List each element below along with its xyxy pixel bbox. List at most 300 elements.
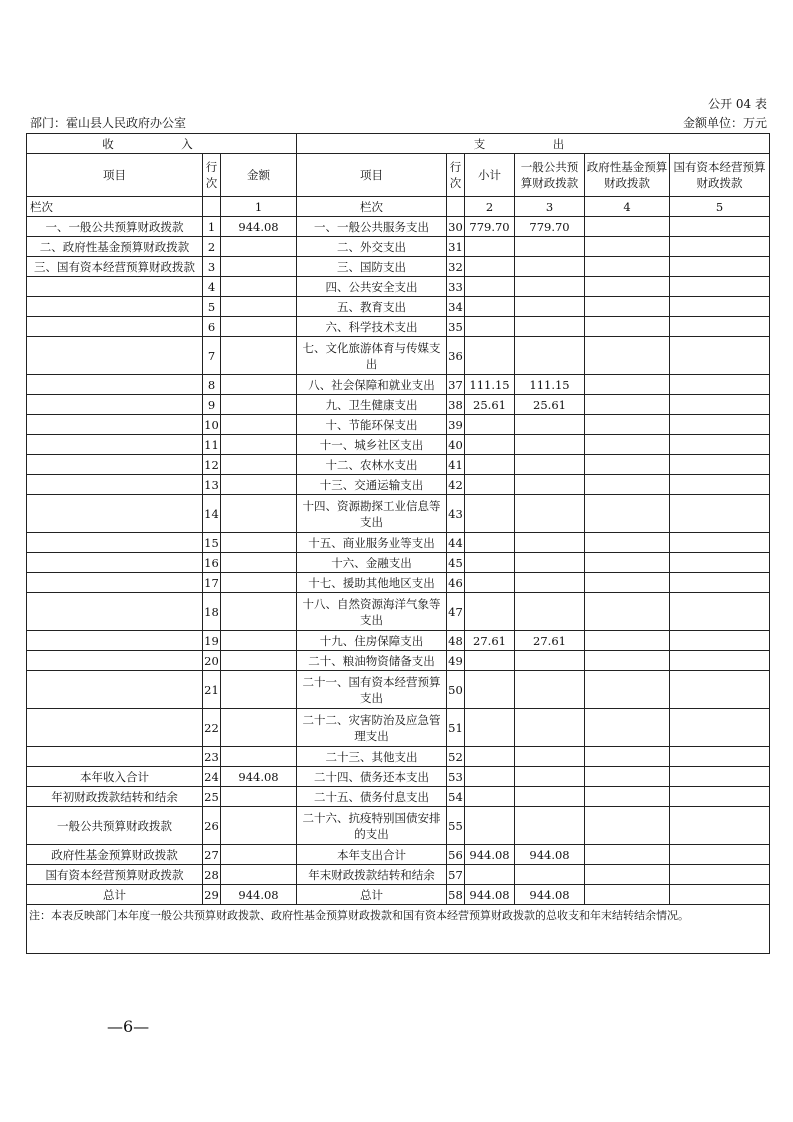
- income-item: 政府性基金预算财政拨款: [27, 845, 203, 865]
- expense-subtotal: [465, 553, 515, 573]
- expense-subtotal: 25.61: [465, 395, 515, 415]
- expense-item: 十六、金融支出: [297, 553, 447, 573]
- col-header-expense-line: 行次: [447, 154, 465, 197]
- expense-line-no: 47: [447, 593, 465, 631]
- expense-gov-fund: [585, 671, 670, 709]
- column-no-label: 栏次: [27, 197, 203, 217]
- income-item: [27, 573, 203, 593]
- expense-gov-fund: [585, 651, 670, 671]
- expense-general-budget: [515, 257, 585, 277]
- expense-line-no: 44: [447, 533, 465, 553]
- expense-state-capital: [670, 217, 770, 237]
- income-line-no: 26: [203, 807, 221, 845]
- expense-line-no: 33: [447, 277, 465, 297]
- income-item: 本年收入合计: [27, 767, 203, 787]
- expense-state-capital: [670, 651, 770, 671]
- col-header-general-budget: 一般公共预算财政拨款: [515, 154, 585, 197]
- income-line-no: 1: [203, 217, 221, 237]
- expense-gov-fund: [585, 395, 670, 415]
- income-amount: [221, 573, 297, 593]
- expense-item: 十七、援助其他地区支出: [297, 573, 447, 593]
- table-row: [27, 395, 770, 415]
- expense-subtotal: [465, 297, 515, 317]
- expense-state-capital: [670, 573, 770, 593]
- income-amount: [221, 709, 297, 747]
- income-line-no: 22: [203, 709, 221, 747]
- income-line-no: 7: [203, 337, 221, 375]
- income-line-no: 27: [203, 845, 221, 865]
- column-no-4: 4: [585, 197, 670, 217]
- income-line-no: 6: [203, 317, 221, 337]
- expense-line-no: 39: [447, 415, 465, 435]
- income-line-no: 14: [203, 495, 221, 533]
- expense-gov-fund: [585, 553, 670, 573]
- expense-subtotal: [465, 767, 515, 787]
- income-line-no: 4: [203, 277, 221, 297]
- expense-general-budget: [515, 435, 585, 455]
- income-amount: [221, 631, 297, 651]
- expense-gov-fund: [585, 375, 670, 395]
- income-item: [27, 553, 203, 573]
- expense-general-budget: [515, 807, 585, 845]
- expense-item: 年末财政拨款结转和结余: [297, 865, 447, 885]
- expense-state-capital: [670, 807, 770, 845]
- expense-state-capital: [670, 865, 770, 885]
- expense-item: 二十一、国有资本经营预算支出: [297, 671, 447, 709]
- expense-state-capital: [670, 495, 770, 533]
- expense-line-no: 52: [447, 747, 465, 767]
- column-no-blank: [203, 197, 221, 217]
- income-item: 三、国有资本经营预算财政拨款: [27, 257, 203, 277]
- income-line-no: 23: [203, 747, 221, 767]
- expense-item: 十一、城乡社区支出: [297, 435, 447, 455]
- income-item: [27, 375, 203, 395]
- expense-general-budget: [515, 317, 585, 337]
- income-amount: [221, 495, 297, 533]
- income-item: 一、一般公共预算财政拨款: [27, 217, 203, 237]
- table-row: [27, 475, 770, 495]
- expense-subtotal: 779.70: [465, 217, 515, 237]
- column-no-5: 5: [670, 197, 770, 217]
- expense-general-budget: 25.61: [515, 395, 585, 415]
- income-line-no: 2: [203, 237, 221, 257]
- income-line-no: 12: [203, 455, 221, 475]
- column-no-1: 1: [221, 197, 297, 217]
- expense-gov-fund: [585, 455, 670, 475]
- income-line-no: 10: [203, 415, 221, 435]
- expense-line-no: 54: [447, 787, 465, 807]
- income-line-no: 24: [203, 767, 221, 787]
- table-row: [27, 277, 770, 297]
- income-amount: [221, 553, 297, 573]
- expense-general-budget: [515, 651, 585, 671]
- table-row: [27, 297, 770, 317]
- expense-item: 一、一般公共服务支出: [297, 217, 447, 237]
- table-row: [27, 455, 770, 475]
- expense-general-budget: 944.08: [515, 845, 585, 865]
- income-line-no: 8: [203, 375, 221, 395]
- income-amount: 944.08: [221, 885, 297, 905]
- expense-general-budget: [515, 671, 585, 709]
- expense-gov-fund: [585, 257, 670, 277]
- expense-subtotal: [465, 807, 515, 845]
- expense-line-no: 37: [447, 375, 465, 395]
- expense-item: 十四、资源勘探工业信息等支出: [297, 495, 447, 533]
- budget-table: [26, 133, 770, 954]
- table-row: [27, 631, 770, 651]
- expense-item: 十八、自然资源海洋气象等支出: [297, 593, 447, 631]
- table-row: [27, 767, 770, 787]
- expense-state-capital: [670, 415, 770, 435]
- expense-item: 十、节能环保支出: [297, 415, 447, 435]
- expense-state-capital: [670, 455, 770, 475]
- expense-state-capital: [670, 767, 770, 787]
- expense-gov-fund: [585, 885, 670, 905]
- expense-line-no: 40: [447, 435, 465, 455]
- expense-gov-fund: [585, 475, 670, 495]
- expense-gov-fund: [585, 573, 670, 593]
- expense-state-capital: [670, 395, 770, 415]
- expense-item: 七、文化旅游体育与传媒支出: [297, 337, 447, 375]
- expense-line-no: 46: [447, 573, 465, 593]
- expense-line-no: 34: [447, 297, 465, 317]
- income-line-no: 3: [203, 257, 221, 277]
- table-row: [27, 573, 770, 593]
- expense-gov-fund: [585, 317, 670, 337]
- expense-line-no: 35: [447, 317, 465, 337]
- table-row: [27, 787, 770, 807]
- expense-state-capital: [670, 671, 770, 709]
- income-amount: [221, 395, 297, 415]
- expense-subtotal: [465, 495, 515, 533]
- expense-gov-fund: [585, 237, 670, 257]
- income-item: [27, 747, 203, 767]
- expense-section-header: 支 出: [297, 134, 770, 154]
- expense-gov-fund: [585, 767, 670, 787]
- expense-general-budget: 944.08: [515, 885, 585, 905]
- expense-subtotal: [465, 415, 515, 435]
- expense-item: 二十、粮油物资储备支出: [297, 651, 447, 671]
- expense-item: 十五、商业服务业等支出: [297, 533, 447, 553]
- expense-line-no: 55: [447, 807, 465, 845]
- expense-gov-fund: [585, 415, 670, 435]
- expense-subtotal: [465, 533, 515, 553]
- expense-general-budget: 27.61: [515, 631, 585, 651]
- income-amount: [221, 337, 297, 375]
- expense-state-capital: [670, 631, 770, 651]
- expense-gov-fund: [585, 709, 670, 747]
- expense-item: 十二、农林水支出: [297, 455, 447, 475]
- expense-gov-fund: [585, 593, 670, 631]
- expense-state-capital: [670, 257, 770, 277]
- expense-state-capital: [670, 593, 770, 631]
- income-amount: [221, 317, 297, 337]
- table-row: [27, 237, 770, 257]
- expense-state-capital: [670, 297, 770, 317]
- expense-line-no: 36: [447, 337, 465, 375]
- income-amount: 944.08: [221, 217, 297, 237]
- income-amount: [221, 807, 297, 845]
- expense-gov-fund: [585, 435, 670, 455]
- expense-gov-fund: [585, 217, 670, 237]
- income-line-no: 18: [203, 593, 221, 631]
- table-row: [27, 375, 770, 395]
- table-row: [27, 533, 770, 553]
- table-row: [27, 865, 770, 885]
- col-header-expense-item: 项目: [297, 154, 447, 197]
- table-row: [27, 651, 770, 671]
- expense-gov-fund: [585, 277, 670, 297]
- expense-line-no: 53: [447, 767, 465, 787]
- expense-item: 二十二、灾害防治及应急管理支出: [297, 709, 447, 747]
- expense-line-no: 30: [447, 217, 465, 237]
- expense-state-capital: [670, 709, 770, 747]
- expense-item: 十九、住房保障支出: [297, 631, 447, 651]
- expense-general-budget: [515, 297, 585, 317]
- income-item: [27, 475, 203, 495]
- expense-item: 二十四、债务还本支出: [297, 767, 447, 787]
- column-no-3: 3: [515, 197, 585, 217]
- expense-subtotal: [465, 455, 515, 475]
- income-line-no: 13: [203, 475, 221, 495]
- expense-subtotal: [465, 709, 515, 747]
- table-row: [27, 709, 770, 747]
- expense-line-no: 49: [447, 651, 465, 671]
- income-amount: [221, 845, 297, 865]
- income-amount: [221, 415, 297, 435]
- expense-general-budget: [515, 475, 585, 495]
- expense-item: 四、公共安全支出: [297, 277, 447, 297]
- income-item: 总计: [27, 885, 203, 905]
- expense-item: 总计: [297, 885, 447, 905]
- expense-state-capital: [670, 435, 770, 455]
- income-amount: [221, 533, 297, 553]
- expense-line-no: 41: [447, 455, 465, 475]
- expense-line-no: 43: [447, 495, 465, 533]
- expense-gov-fund: [585, 533, 670, 553]
- expense-general-budget: 111.15: [515, 375, 585, 395]
- expense-item: 五、教育支出: [297, 297, 447, 317]
- col-header-subtotal: 小计: [465, 154, 515, 197]
- expense-line-no: 48: [447, 631, 465, 651]
- col-header-line: 行次: [203, 154, 221, 197]
- income-item: [27, 709, 203, 747]
- income-item: 国有资本经营预算财政拨款: [27, 865, 203, 885]
- expense-subtotal: 944.08: [465, 885, 515, 905]
- income-amount: [221, 593, 297, 631]
- expense-state-capital: [670, 845, 770, 865]
- income-line-no: 25: [203, 787, 221, 807]
- income-amount: [221, 787, 297, 807]
- page-number: —6—: [107, 1017, 150, 1036]
- income-item: [27, 631, 203, 651]
- table-row: [27, 553, 770, 573]
- income-amount: [221, 865, 297, 885]
- expense-item: 本年支出合计: [297, 845, 447, 865]
- expense-item: 八、社会保障和就业支出: [297, 375, 447, 395]
- income-line-no: 5: [203, 297, 221, 317]
- expense-gov-fund: [585, 631, 670, 651]
- table-row: [27, 885, 770, 905]
- expense-line-no: 58: [447, 885, 465, 905]
- income-line-no: 17: [203, 573, 221, 593]
- income-line-no: 11: [203, 435, 221, 455]
- income-amount: [221, 375, 297, 395]
- income-amount: [221, 257, 297, 277]
- table-note: 注：本表反映部门本年度一般公共预算财政拨款、政府性基金预算财政拨款和国有资本经营预算财政拨款的总收支和年末结转结余情况。: [27, 905, 770, 954]
- income-item: [27, 317, 203, 337]
- table-row: [27, 217, 770, 237]
- expense-general-budget: [515, 747, 585, 767]
- expense-gov-fund: [585, 337, 670, 375]
- expense-general-budget: [515, 237, 585, 257]
- income-item: [27, 533, 203, 553]
- expense-gov-fund: [585, 297, 670, 317]
- expense-item: 二、外交支出: [297, 237, 447, 257]
- expense-subtotal: 944.08: [465, 845, 515, 865]
- expense-general-budget: [515, 767, 585, 787]
- expense-gov-fund: [585, 865, 670, 885]
- income-item: 二、政府性基金预算财政拨款: [27, 237, 203, 257]
- expense-item: 十三、交通运输支出: [297, 475, 447, 495]
- expense-general-budget: [515, 415, 585, 435]
- expense-general-budget: [515, 787, 585, 807]
- income-item: [27, 495, 203, 533]
- income-item: [27, 395, 203, 415]
- amount-unit-label: 金额单位：万元: [682, 116, 767, 130]
- expense-subtotal: [465, 277, 515, 297]
- income-amount: 944.08: [221, 767, 297, 787]
- expense-line-no: 45: [447, 553, 465, 573]
- expense-general-budget: [515, 593, 585, 631]
- expense-subtotal: [465, 593, 515, 631]
- expense-general-budget: [515, 533, 585, 553]
- expense-general-budget: [515, 495, 585, 533]
- expense-line-no: 32: [447, 257, 465, 277]
- expense-state-capital: [670, 553, 770, 573]
- department-label: 部门：霍山县人民政府办公室: [30, 116, 187, 130]
- expense-state-capital: [670, 277, 770, 297]
- column-no-label-2: 栏次: [297, 197, 447, 217]
- income-amount: [221, 455, 297, 475]
- table-row: [27, 337, 770, 375]
- expense-item: 九、卫生健康支出: [297, 395, 447, 415]
- expense-state-capital: [670, 475, 770, 495]
- table-row: [27, 845, 770, 865]
- income-item: [27, 455, 203, 475]
- income-line-no: 20: [203, 651, 221, 671]
- income-item: [27, 651, 203, 671]
- expense-subtotal: [465, 787, 515, 807]
- expense-state-capital: [670, 787, 770, 807]
- expense-state-capital: [670, 533, 770, 553]
- expense-subtotal: [465, 435, 515, 455]
- expense-general-budget: [515, 573, 585, 593]
- income-item: [27, 277, 203, 297]
- income-line-no: 15: [203, 533, 221, 553]
- expense-general-budget: [515, 455, 585, 475]
- income-line-no: 16: [203, 553, 221, 573]
- expense-general-budget: [515, 553, 585, 573]
- col-header-item: 项目: [27, 154, 203, 197]
- expense-item: 二十五、债务付息支出: [297, 787, 447, 807]
- income-amount: [221, 747, 297, 767]
- expense-gov-fund: [585, 747, 670, 767]
- form-number: 公开 04 表: [708, 97, 767, 111]
- income-line-no: 21: [203, 671, 221, 709]
- expense-line-no: 57: [447, 865, 465, 885]
- income-amount: [221, 435, 297, 455]
- expense-subtotal: [465, 257, 515, 277]
- table-row: [27, 807, 770, 845]
- income-amount: [221, 277, 297, 297]
- expense-state-capital: [670, 337, 770, 375]
- expense-line-no: 38: [447, 395, 465, 415]
- income-item: [27, 415, 203, 435]
- expense-subtotal: [465, 337, 515, 375]
- expense-subtotal: [465, 475, 515, 495]
- income-item: [27, 593, 203, 631]
- expense-gov-fund: [585, 807, 670, 845]
- income-item: [27, 337, 203, 375]
- expense-item: 二十三、其他支出: [297, 747, 447, 767]
- table-row: [27, 593, 770, 631]
- income-line-no: 19: [203, 631, 221, 651]
- income-amount: [221, 297, 297, 317]
- expense-line-no: 50: [447, 671, 465, 709]
- expense-item: 三、国防支出: [297, 257, 447, 277]
- expense-subtotal: [465, 651, 515, 671]
- expense-general-budget: 779.70: [515, 217, 585, 237]
- expense-subtotal: [465, 865, 515, 885]
- income-line-no: 28: [203, 865, 221, 885]
- table-row: [27, 317, 770, 337]
- expense-gov-fund: [585, 495, 670, 533]
- expense-gov-fund: [585, 787, 670, 807]
- expense-line-no: 51: [447, 709, 465, 747]
- expense-subtotal: [465, 317, 515, 337]
- expense-subtotal: [465, 237, 515, 257]
- expense-subtotal: [465, 747, 515, 767]
- expense-subtotal: [465, 573, 515, 593]
- col-header-gov-fund: 政府性基金预算财政拨款: [585, 154, 670, 197]
- expense-general-budget: [515, 709, 585, 747]
- table-row: [27, 435, 770, 455]
- income-section-header: 收 入: [27, 134, 297, 154]
- income-line-no: 9: [203, 395, 221, 415]
- expense-line-no: 56: [447, 845, 465, 865]
- expense-item: 二十六、抗疫特别国债安排的支出: [297, 807, 447, 845]
- table-row: [27, 671, 770, 709]
- expense-gov-fund: [585, 845, 670, 865]
- income-amount: [221, 237, 297, 257]
- expense-general-budget: [515, 865, 585, 885]
- income-item: 年初财政拨款结转和结余: [27, 787, 203, 807]
- expense-item: 六、科学技术支出: [297, 317, 447, 337]
- expense-general-budget: [515, 277, 585, 297]
- income-line-no: 29: [203, 885, 221, 905]
- expense-line-no: 31: [447, 237, 465, 257]
- table-row: [27, 415, 770, 435]
- table-row: [27, 495, 770, 533]
- expense-state-capital: [670, 375, 770, 395]
- expense-state-capital: [670, 237, 770, 257]
- expense-state-capital: [670, 317, 770, 337]
- expense-subtotal: 27.61: [465, 631, 515, 651]
- income-amount: [221, 651, 297, 671]
- col-header-amount: 金额: [221, 154, 297, 197]
- income-item: [27, 435, 203, 455]
